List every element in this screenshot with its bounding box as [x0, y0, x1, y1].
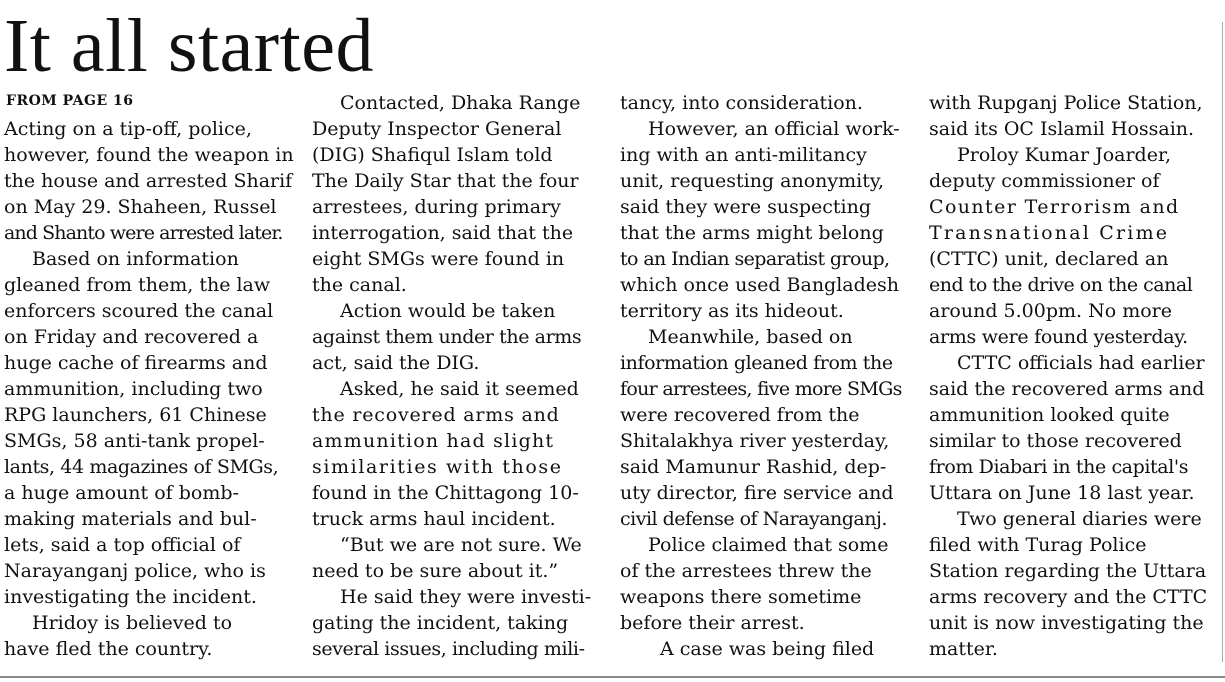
text-line: making materials and bul- [4, 508, 257, 530]
text-line: the house and arrested Sharif [4, 170, 293, 192]
text-line: of the arrestees threw the [620, 560, 872, 582]
text-line: information gleaned from the [620, 352, 893, 374]
text-line: Counter Terrorism and [929, 196, 1180, 218]
text-line: Narayanganj police, who is [4, 560, 266, 582]
article-column-2 [312, 90, 597, 662]
article-column-3 [620, 90, 905, 662]
text-line: Shitalakhya river yesterday, [620, 430, 890, 452]
text-line: said its OC Islamil Hossain. [929, 118, 1195, 140]
bottom-rule [0, 676, 1225, 678]
article-column-4 [929, 90, 1214, 662]
text-line: the canal. [312, 274, 407, 296]
text-line: lets, said a top official of [4, 534, 241, 556]
text-line: “But we are not sure. We [340, 534, 582, 556]
text-line: tancy, into consideration. [620, 92, 863, 114]
text-line: have fled the country. [4, 638, 213, 660]
headline: It all started [4, 4, 374, 88]
text-line: investigating the incident. [4, 586, 257, 608]
text-line: Deputy Inspector General [312, 118, 562, 140]
text-line: from Diabari in the capital's [929, 456, 1189, 478]
text-line: said Mamunur Rashid, dep- [620, 456, 887, 478]
text-line: Based on information [32, 248, 239, 270]
text-line: on Friday and recovered a [4, 326, 259, 348]
text-line: filed with Turag Police [929, 534, 1147, 556]
text-line: were recovered from the [620, 404, 860, 426]
text-line: matter. [929, 638, 998, 660]
text-line: unit is now investigating the [929, 612, 1204, 634]
text-line: gating the incident, taking [312, 612, 569, 634]
text-line: said they were suspecting [620, 196, 872, 218]
text-line: He said they were investi- [340, 586, 592, 608]
text-line: arrestees, during primary [312, 196, 561, 218]
text-line: deputy commissioner of [929, 170, 1160, 192]
text-line: gleaned from them, the law [4, 274, 271, 296]
text-line: Police claimed that some [648, 534, 889, 556]
text-line: Acting on a tip-off, police, [4, 118, 252, 140]
from-page-label: FROM PAGE 16 [6, 93, 134, 109]
text-line: Contacted, Dhaka Range [340, 92, 581, 114]
text-line: Asked, he said it seemed [340, 378, 579, 400]
text-line: before their arrest. [620, 612, 805, 634]
text-line: Two general diaries were [957, 508, 1202, 530]
text-line: However, an official work- [648, 118, 900, 140]
text-line: arms recovery and the CTTC [929, 586, 1208, 608]
text-line: interrogation, said that the [312, 222, 574, 244]
text-line: around 5.00pm. No more [929, 300, 1172, 322]
text-line: need to be sure about it.” [312, 560, 559, 582]
text-line: unit, requesting anonymity, [620, 170, 885, 192]
text-line: SMGs, 58 anti-tank propel- [4, 430, 265, 452]
text-line: enforcers scoured the canal [4, 300, 274, 322]
text-line: a huge amount of bomb- [4, 482, 239, 504]
text-line: ing with an anti-militancy [620, 144, 867, 166]
article-column-1 [4, 116, 292, 662]
text-line: to an Indian separatist group, [620, 248, 890, 270]
text-line: (CTTC) unit, declared an [929, 248, 1169, 270]
text-line: CTTC officials had earlier [957, 352, 1205, 374]
text-line: ammunition, including two [4, 378, 263, 400]
text-line: against them under the arms [312, 326, 582, 348]
text-line: act, said the DIG. [312, 352, 480, 374]
text-line: The Daily Star that the four [312, 170, 579, 192]
text-line: (DIG) Shafiqul Islam told [312, 144, 553, 166]
text-line: similarities with those [312, 456, 563, 478]
text-line: Action would be taken [340, 300, 556, 322]
text-line: arms were found yesterday. [929, 326, 1188, 348]
text-line: said the recovered arms and [929, 378, 1205, 400]
text-line: Proloy Kumar Joarder, [957, 144, 1171, 166]
text-line: the recovered arms and [312, 404, 560, 426]
text-line: weapons there sometime [620, 586, 862, 608]
text-line: lants, 44 magazines of SMGs, [4, 456, 279, 478]
text-line: Hridoy is believed to [32, 612, 233, 634]
text-line: Uttara on June 18 last year. [929, 482, 1195, 504]
text-line: however, found the weapon in [4, 144, 294, 166]
text-line: eight SMGs were found in [312, 248, 565, 270]
text-line: that the arms might belong [620, 222, 884, 244]
text-line: found in the Chittagong 10- [312, 482, 579, 504]
text-line: RPG launchers, 61 Chinese [4, 404, 267, 426]
text-line: Transnational Crime [929, 222, 1170, 244]
text-line: several issues, including mili- [312, 638, 585, 660]
text-line: similar to those recovered [929, 430, 1182, 452]
column-rule [1222, 22, 1223, 662]
text-line: and Shanto were arrested later. [4, 222, 283, 244]
text-line: four arrestees, five more SMGs [620, 378, 902, 400]
text-line: end to the drive on the canal [929, 274, 1193, 296]
text-line: with Rupganj Police Station, [929, 92, 1203, 114]
text-line: civil defense of Narayanganj. [620, 508, 887, 530]
text-line: which once used Bangladesh [620, 274, 900, 296]
text-line: truck arms haul incident. [312, 508, 556, 530]
text-line: ammunition had slight [312, 430, 555, 452]
text-line: on May 29. Shaheen, Russel [4, 196, 277, 218]
text-line: Meanwhile, based on [648, 326, 853, 348]
text-line: A case was being filed [660, 638, 875, 660]
text-line: huge cache of firearms and [4, 352, 268, 374]
text-line: ammunition looked quite [929, 404, 1170, 426]
text-line: territory as its hideout. [620, 300, 844, 322]
text-line: uty director, fire service and [620, 482, 894, 504]
text-line: Station regarding the Uttara [929, 560, 1207, 582]
